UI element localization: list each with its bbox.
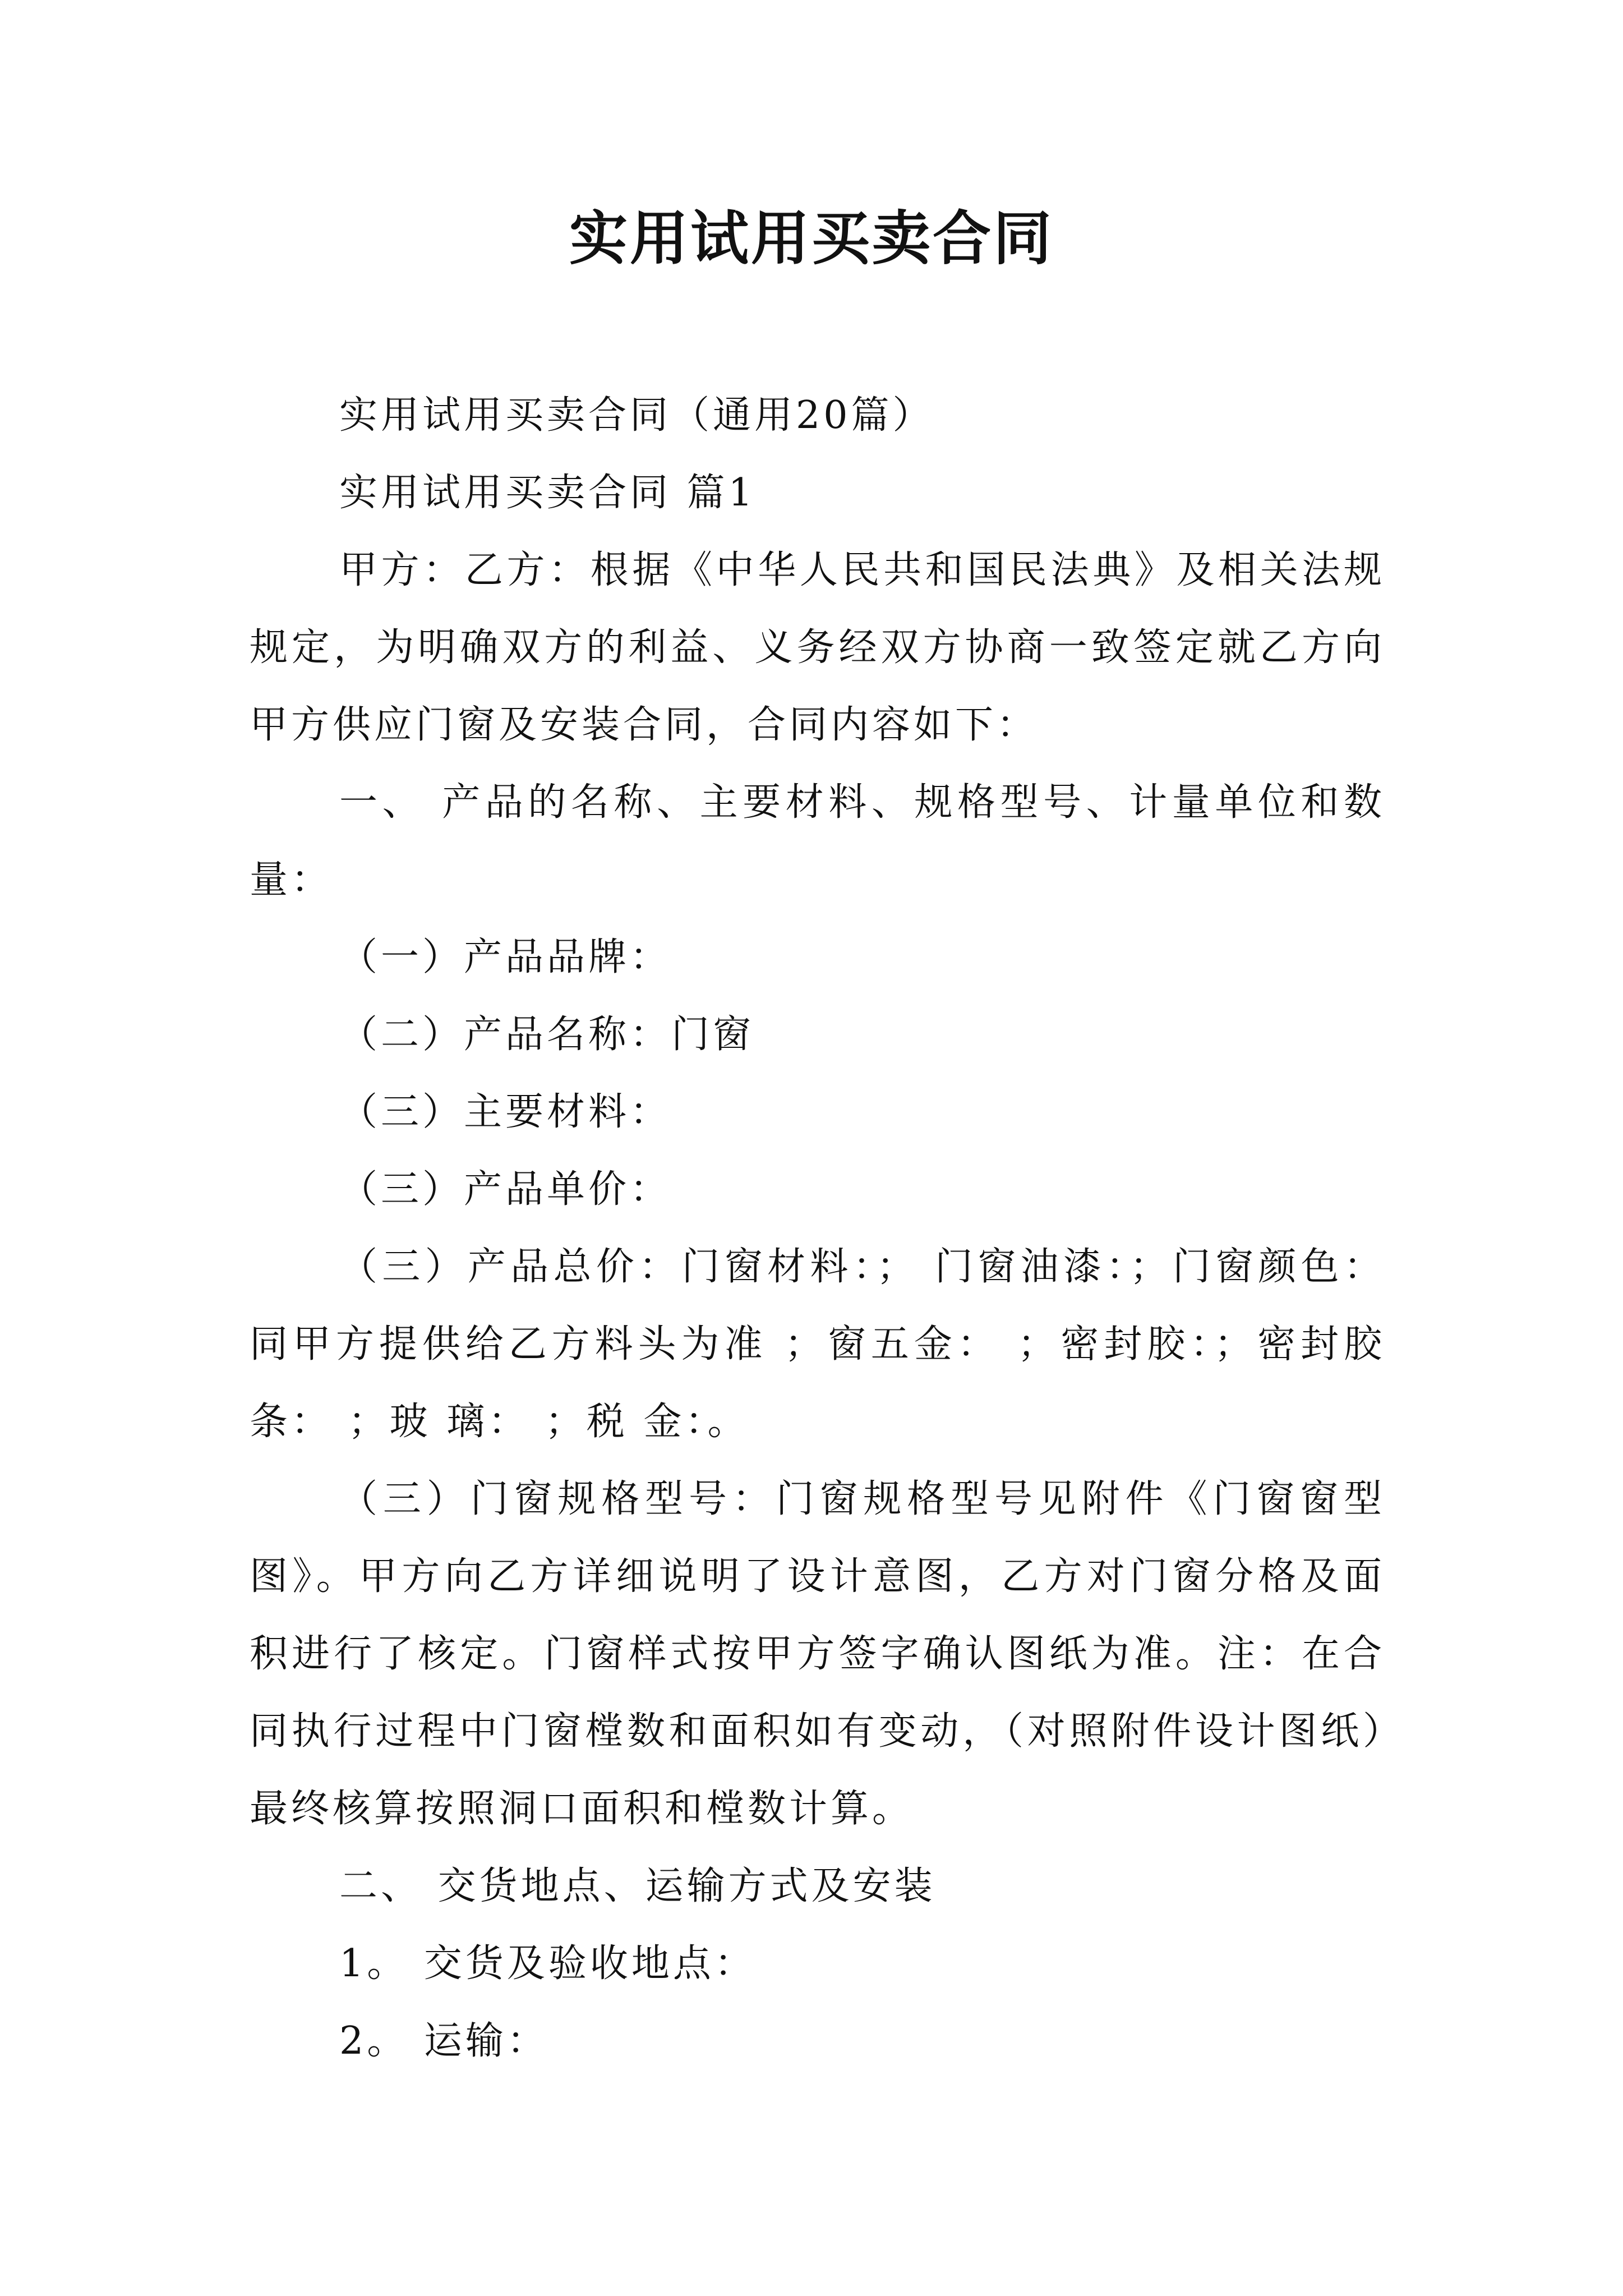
transport: 2。 运输： <box>339 2019 548 2063</box>
document-body <box>250 377 1385 2080</box>
clause-heading-1: 一、 产品的名称、主要材料、规格型号、计量单位和数量： <box>250 780 1385 902</box>
item-material: （三）主要材料： <box>339 1090 672 1134</box>
intro-paragraph: 甲方：乙方：根据《中华人民共和国民法典》及相关法规规定，为明确双方的利益、义务经双方协商一致签定就乙方向甲方供应门窗及安装合同，合同内容如下： <box>250 548 1385 747</box>
item-brand: （一）产品品牌： <box>339 935 672 979</box>
item-spec: （三）门窗规格型号：门窗规格型号见附件《门窗窗型图》。甲方向乙方详细说明了设计意图，乙方对门窗分格及面积进行了核定。门窗样式按甲方签字确认图纸为准。注：在合同执行过程中门窗樘数和面积如有变动，（对照附件设计图纸）最终核算按照洞口面积和樘数计算。 <box>250 1477 1385 1831</box>
document-title: 实用试用买卖合同 <box>569 204 1054 273</box>
item-name: （二）产品名称：门窗 <box>339 1013 755 1057</box>
delivery-location: 1。 交货及验收地点： <box>339 1941 756 1986</box>
item-total-price: （三）产品总价：门窗材料：； 门窗油漆：；门窗颜色：同甲方提供给乙方料头为准 ；窗五金： ；密封胶：；密封胶条： ；玻 璃： ；税 金：。 <box>250 1245 1385 1444</box>
clause-heading-2: 二、 交货地点、运输方式及安装 <box>339 1864 936 1908</box>
item-unit-price: （三）产品单价： <box>339 1167 672 1212</box>
subtitle-paragraph: 实用试用买卖合同（通用20篇） <box>339 393 934 438</box>
section-heading: 实用试用买卖合同 篇1 <box>339 471 756 515</box>
